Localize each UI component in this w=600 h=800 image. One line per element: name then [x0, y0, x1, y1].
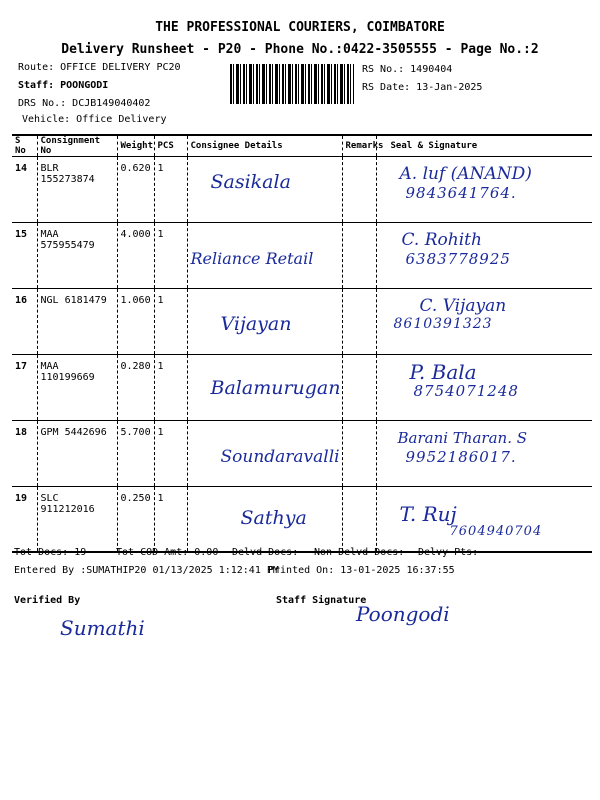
signature-handwriting: Barani Tharan. S: [397, 429, 527, 447]
col-header-pcs: PCS: [154, 135, 187, 157]
row-remarks: [342, 289, 376, 355]
row-signature: [376, 421, 592, 487]
consignee-handwriting: Vijayan: [220, 313, 292, 335]
row-signature: [376, 157, 592, 223]
row-signature: [376, 487, 592, 553]
row-remarks: [342, 223, 376, 289]
row-sno: 16: [12, 289, 37, 355]
row-remarks: [342, 355, 376, 421]
signature-handwriting: T. Ruj: [399, 502, 457, 526]
vehicle-label: Vehicle: Office Delivery: [22, 114, 167, 125]
row-consignee: [187, 289, 342, 355]
consignee-handwriting: Balamurugan: [210, 377, 341, 399]
row-consignee: [187, 355, 342, 421]
col-header-signature: Seal & Signature: [376, 135, 592, 157]
staff-label: Staff: POONGODI: [18, 80, 109, 91]
row-consignee: [187, 157, 342, 223]
row-signature: [376, 355, 592, 421]
row-sno: 17: [12, 355, 37, 421]
row-signature: [376, 223, 592, 289]
row-weight: 0.280: [117, 355, 154, 421]
total-cod-amount: Tot COD Amt: 0.00: [116, 547, 219, 558]
consignee-handwriting: Sathya: [240, 507, 307, 529]
row-sno: 14: [12, 157, 37, 223]
table-row: [12, 355, 592, 421]
delivered-docs: Delvd Docs:: [232, 547, 299, 558]
phone-handwriting: 8754071248: [413, 382, 519, 400]
runsheet-table: [12, 134, 592, 553]
row-weight: 0.620: [117, 157, 154, 223]
non-delivered-docs: Non Delvd Docs:: [314, 547, 405, 558]
rs-number: RS No.: 1490404: [362, 64, 453, 75]
col-header-sno: S No: [12, 135, 37, 157]
staff-signature: Poongodi: [356, 602, 450, 626]
staff-signature-label: Staff Signature: [276, 595, 367, 606]
row-signature: [376, 289, 592, 355]
phone-handwriting: 8610391323: [393, 316, 493, 332]
verified-by-signature: Sumathi: [60, 616, 145, 640]
row-pcs: 1: [154, 289, 187, 355]
row-pcs: 1: [154, 421, 187, 487]
table-row: [12, 421, 592, 487]
row-weight: 1.060: [117, 289, 154, 355]
barcode-image: [230, 64, 354, 104]
row-pcs: 1: [154, 223, 187, 289]
row-pcs: 1: [154, 487, 187, 553]
drs-number: DRS No.: DCJB149040402: [18, 98, 151, 109]
row-consignment: MAA 110199669: [37, 355, 117, 421]
consignee-handwriting: Sasikala: [210, 171, 291, 193]
company-title: THE PROFESSIONAL COURIERS, COIMBATORE: [155, 20, 445, 35]
row-consignment: MAA 575955479: [37, 223, 117, 289]
row-consignment: BLR 155273874: [37, 157, 117, 223]
row-consignee: [187, 487, 342, 553]
row-pcs: 1: [154, 157, 187, 223]
row-remarks: [342, 157, 376, 223]
table-row: [12, 157, 592, 223]
phone-handwriting: 6383778925: [405, 250, 511, 268]
row-consignment: SLC 911212016: [37, 487, 117, 553]
row-weight: 4.000: [117, 223, 154, 289]
consignee-handwriting: Reliance Retail: [190, 249, 314, 268]
verified-by-label: Verified By: [14, 595, 81, 606]
row-weight: 0.250: [117, 487, 154, 553]
row-sno: 15: [12, 223, 37, 289]
delivery-points: Delvy Pts:: [418, 547, 479, 558]
route-label: Route: OFFICE DELIVERY PC20: [18, 62, 181, 73]
rs-date: RS Date: 13-Jan-2025: [362, 82, 483, 93]
runsheet-subtitle: Delivery Runsheet - P20 - Phone No.:0422-3505555 - Page No.:2: [61, 42, 539, 57]
signature-handwriting: P. Bala: [409, 360, 477, 384]
row-weight: 5.700: [117, 421, 154, 487]
row-consignee: [187, 223, 342, 289]
row-sno: 18: [12, 421, 37, 487]
printed-on: Printed On: 13-01-2025 16:37:55: [268, 565, 455, 576]
row-consignment: NGL 6181479: [37, 289, 117, 355]
col-header-consignment: Consignment No: [37, 135, 117, 157]
table-row: [12, 223, 592, 289]
table-row: [12, 487, 592, 553]
row-sno: 19: [12, 487, 37, 553]
row-remarks: [342, 421, 376, 487]
total-docs: Tot Docs: 19: [14, 547, 87, 558]
signature-handwriting: C. Vijayan: [419, 296, 507, 316]
row-consignment: GPM 5442696: [37, 421, 117, 487]
col-header-consignee: Consignee Details: [187, 135, 342, 157]
phone-handwriting: 9952186017.: [405, 448, 517, 466]
col-header-weight: Weight: [117, 135, 154, 157]
table-header-row: [12, 135, 592, 157]
row-remarks: [342, 487, 376, 553]
consignee-handwriting: Soundaravalli: [220, 447, 340, 467]
table-row: [12, 289, 592, 355]
phone-handwriting: 7604940704: [449, 524, 543, 539]
row-pcs: 1: [154, 355, 187, 421]
row-consignee: [187, 421, 342, 487]
signature-handwriting: C. Rohith: [401, 230, 482, 250]
signature-handwriting: A. luf (ANAND): [399, 164, 532, 184]
entered-by: Entered By :SUMATHIP20 01/13/2025 1:12:41 PM: [14, 565, 279, 576]
col-header-remarks: Remarks: [342, 135, 376, 157]
phone-handwriting: 9843641764.: [405, 184, 517, 202]
